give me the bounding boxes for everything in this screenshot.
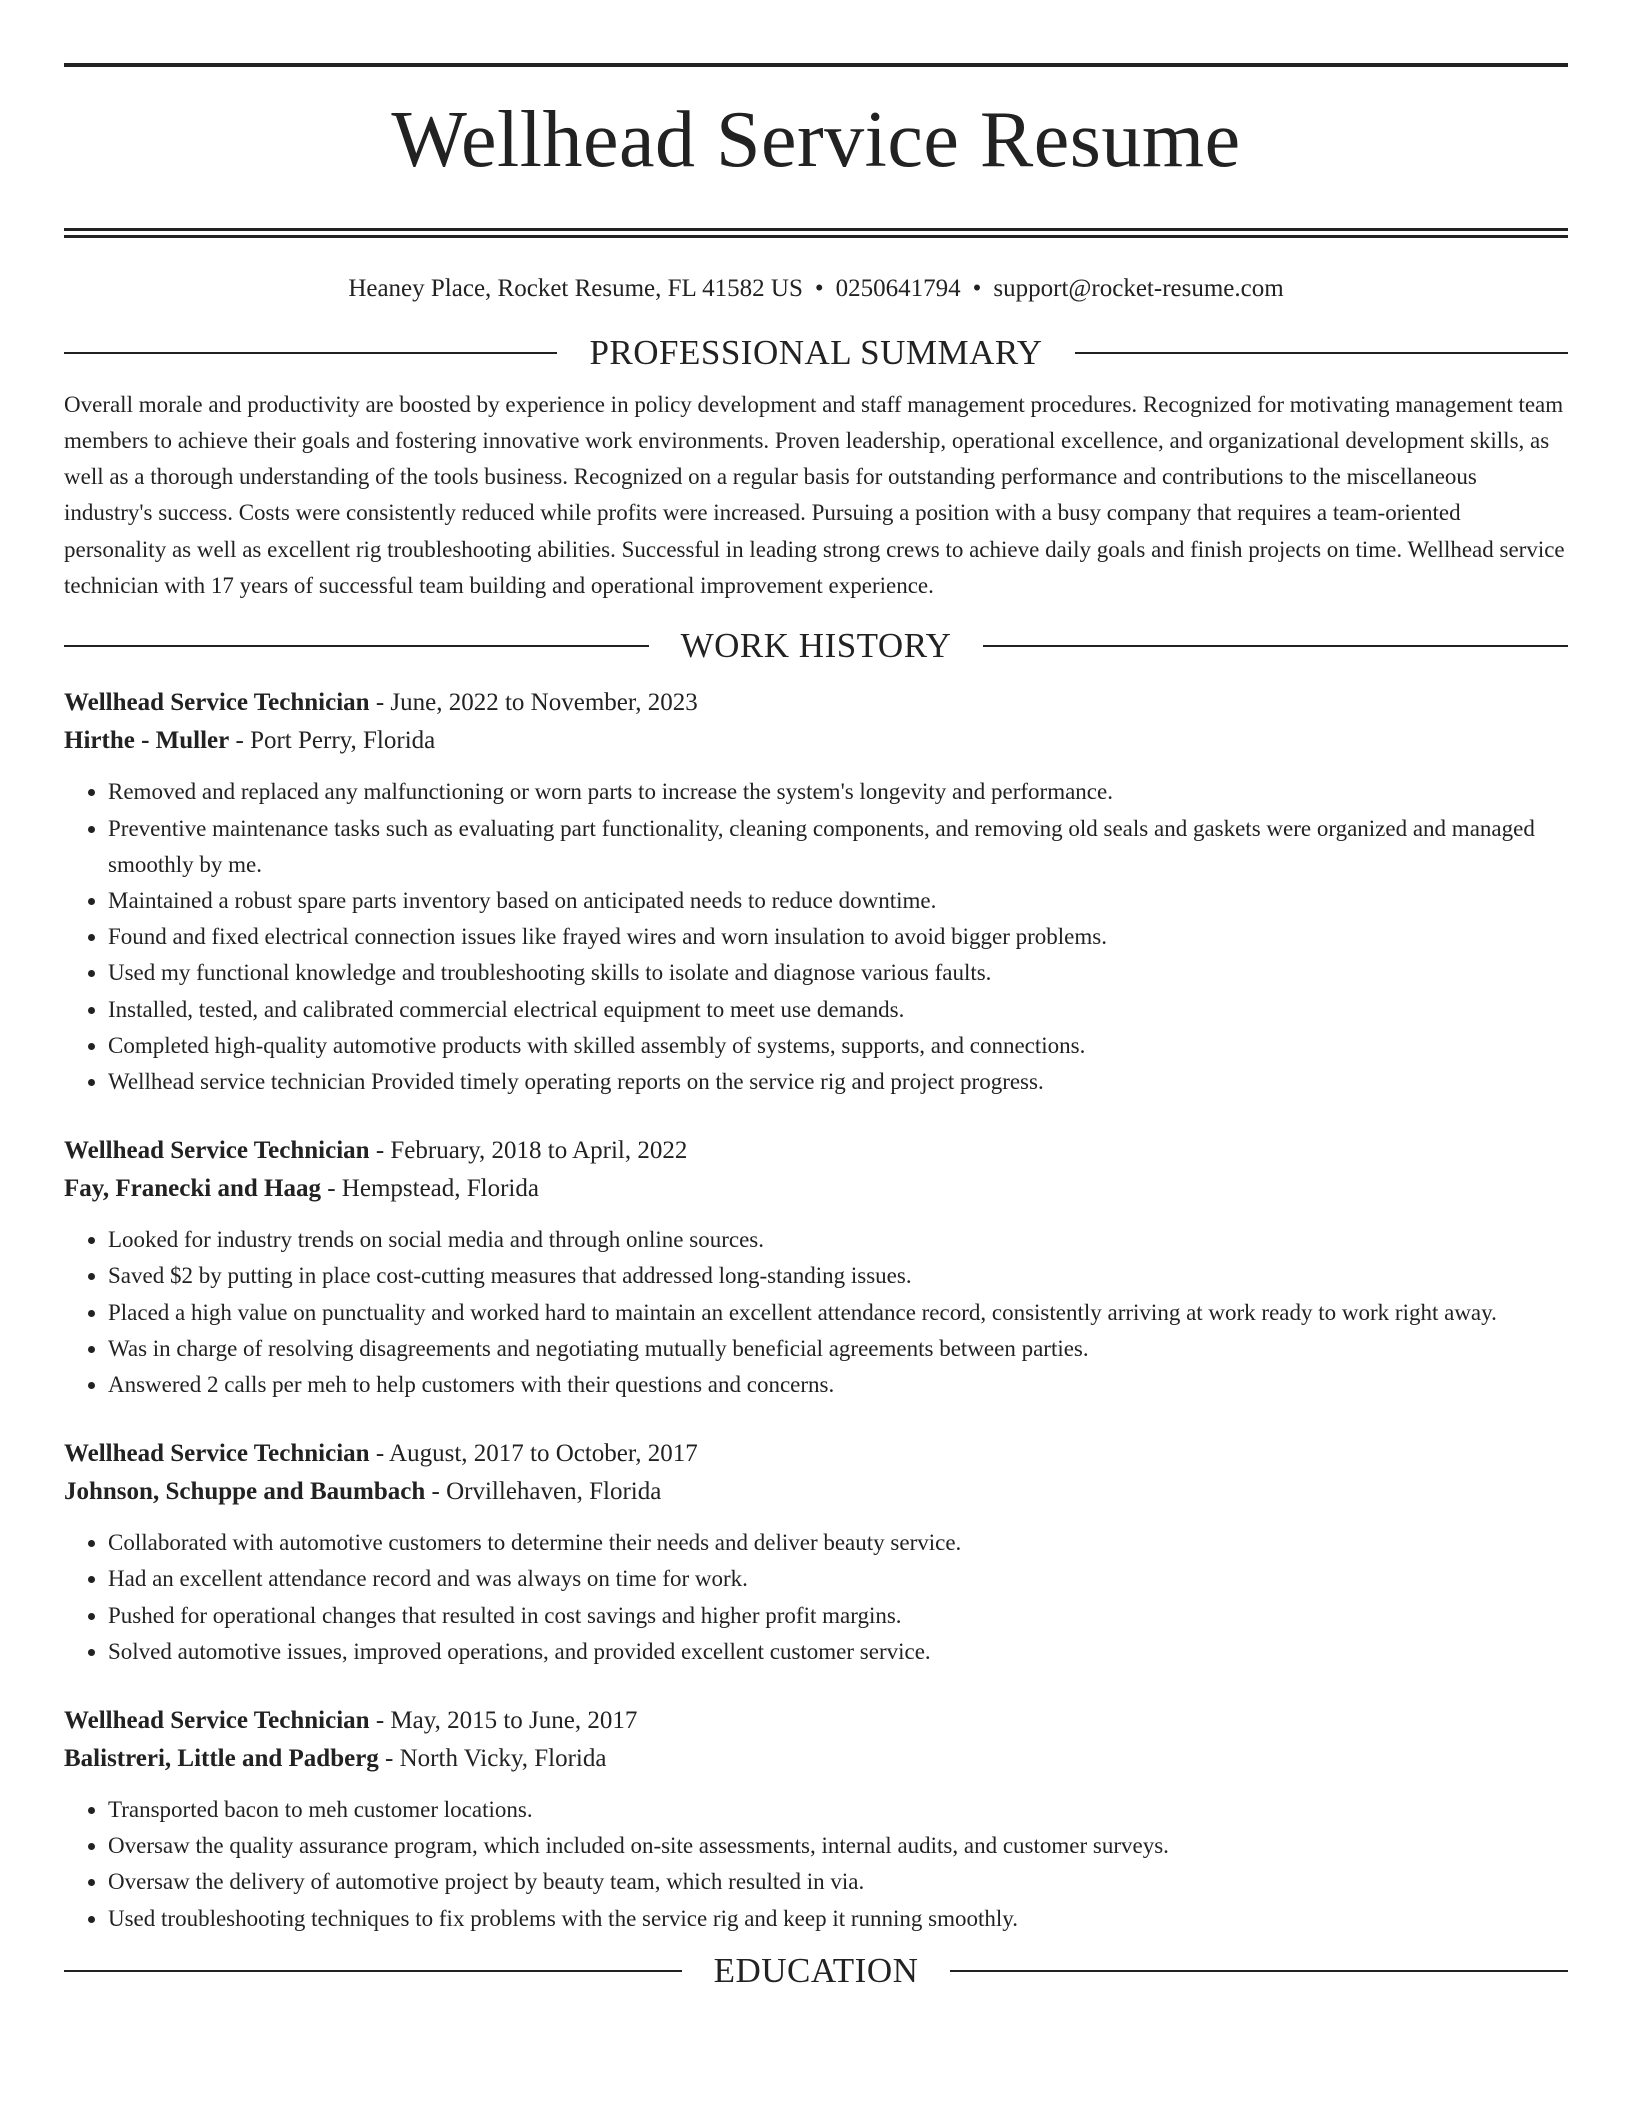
summary-text: Overall morale and productivity are boosted by experience in policy development and staff management procedures. Recognized for motivating management team members to achieve their goals and fostering innovative work environments. Proven leadership, operational excellence, and organizational development skills, as well as a thorough understanding of the tools business. Recognized on a regular basis for outstanding performance and contributions to the miscellaneous industry's success. Costs were consistently reduced while profits were increased. Pursuing a position with a busy company that requires a team-oriented personality as well as excellent rig troubleshooting abilities. Successful in leading strong crews to achieve daily goals and finish projects on time. Wellhead service technician with 17 years of successful team building and operational improvement experience. [64, 391, 1565, 599]
summary-section-heading [64, 331, 1568, 375]
heading-rule-right [950, 1970, 1568, 1972]
work-heading-label: WORK HISTORY [680, 626, 952, 666]
job-location: Hempstead, Florida [341, 1175, 539, 1203]
contact-email: support@rocket-resume.com [993, 274, 1284, 302]
contact-separator: • [814, 274, 824, 302]
heading-rule-right [983, 645, 1568, 647]
duty-item: • Pushed for operational changes that resulted in cost savings and higher profit margins. [108, 1598, 1568, 1634]
duty-item: • Found and fixed electrical connection issues like frayed wires and worn insulation to avoid bigger problems. [108, 919, 1568, 955]
duty-item: • Looked for industry trends on social media and through online sources. [108, 1222, 1568, 1258]
heading-rule-right [1075, 352, 1568, 354]
duty-item: • Preventive maintenance tasks such as evaluating part functionality, cleaning components, and removing old seals and gaskets were organized and managed smoothly by me. [108, 811, 1568, 883]
duty-item: • Answered 2 calls per meh to help customers with their questions and concerns. [108, 1367, 1568, 1403]
duty-item: • Solved automotive issues, improved operations, and provided excellent customer service. [108, 1634, 1568, 1670]
duty-item: • Completed high-quality automotive products with skilled assembly of systems, supports, and connections. [108, 1028, 1568, 1064]
contact-separator: • [972, 274, 982, 302]
job-entry [64, 1702, 1568, 1937]
job-location: Port Perry, Florida [250, 727, 436, 755]
duty-item: • Removed and replaced any malfunctioning or worn parts to increase the system's longevity and performance. [108, 774, 1568, 810]
title-double-rule [64, 228, 1568, 238]
resume-page [64, 0, 1568, 1993]
heading-rule-left [64, 352, 557, 354]
dash: - [229, 727, 251, 755]
dash: - [378, 1745, 400, 1773]
job-title-line [64, 1132, 1568, 1170]
job-title-line [64, 684, 1568, 722]
job-dates: February, 2018 to April, 2022 [390, 1137, 688, 1165]
duty-item: • Used my functional knowledge and troubleshooting skills to isolate and diagnose various faults. [108, 955, 1568, 991]
heading-rule-left [64, 645, 649, 647]
summary-heading-label: PROFESSIONAL SUMMARY [589, 332, 1043, 372]
duty-item: • Installed, tested, and calibrated commercial electrical equipment to meet use demands. [108, 992, 1568, 1028]
job-title-line [64, 1702, 1568, 1740]
duty-item: • Oversaw the delivery of automotive project by beauty team, which resulted in via. [108, 1864, 1568, 1900]
job-entry [64, 684, 1568, 1100]
job-company: Hirthe - Muller [64, 727, 230, 755]
contact-address: Heaney Place, Rocket Resume, FL 41582 US [348, 274, 803, 302]
duty-item: • Was in charge of resolving disagreements and negotiating mutually beneficial agreements between parties. [108, 1331, 1568, 1367]
resume-title: Wellhead Service Resume [391, 96, 1241, 184]
job-dates: May, 2015 to June, 2017 [390, 1707, 638, 1735]
job-company: Fay, Franecki and Haag [64, 1175, 321, 1203]
duty-item: • Wellhead service technician Provided timely operating reports on the service rig and project progress. [108, 1064, 1568, 1100]
job-title: Wellhead Service Technician [64, 1440, 370, 1468]
duty-item: • Had an excellent attendance record and was always on time for work. [108, 1561, 1568, 1597]
job-company: Balistreri, Little and Padberg [64, 1745, 379, 1773]
dash: - [369, 1440, 390, 1468]
duty-item: • Transported bacon to meh customer locations. [108, 1792, 1568, 1828]
dash: - [425, 1478, 447, 1506]
duty-item: • Placed a high value on punctuality and worked hard to maintain an excellent attendance record, consistently arriving at work ready to work right away. [108, 1295, 1568, 1331]
duty-list [64, 774, 1568, 1100]
contact-line [64, 274, 1568, 304]
dash: - [320, 1175, 342, 1203]
job-title: Wellhead Service Technician [64, 1137, 370, 1165]
top-rule [64, 63, 1568, 67]
job-company-line [64, 722, 1568, 760]
contact-phone: 0250641794 [835, 274, 961, 302]
duty-item: • Collaborated with automotive customers to determine their needs and deliver beauty service. [108, 1525, 1568, 1561]
job-entry [64, 1435, 1568, 1670]
job-dates: June, 2022 to November, 2023 [390, 689, 698, 717]
job-company-line [64, 1740, 1568, 1778]
duty-list [64, 1222, 1568, 1403]
duty-list [64, 1525, 1568, 1670]
job-company-line [64, 1473, 1568, 1511]
job-company: Johnson, Schuppe and Baumbach [64, 1478, 426, 1506]
work-section-heading [64, 624, 1568, 668]
job-entry [64, 1132, 1568, 1403]
duty-item: • Used troubleshooting techniques to fix problems with the service rig and keep it running smoothly. [108, 1901, 1568, 1937]
job-company-line [64, 1170, 1568, 1208]
job-dates: August, 2017 to October, 2017 [389, 1440, 698, 1468]
education-section-heading [64, 1949, 1568, 1993]
dash: - [369, 689, 391, 717]
dash: - [369, 1137, 391, 1165]
job-location: North Vicky, Florida [399, 1745, 607, 1773]
duty-list [64, 1792, 1568, 1937]
job-location: Orvillehaven, Florida [446, 1478, 662, 1506]
education-heading-label: EDUCATION [713, 1950, 919, 1990]
job-title-line [64, 1435, 1568, 1473]
job-title: Wellhead Service Technician [64, 1707, 370, 1735]
heading-rule-left [64, 1970, 682, 1972]
dash: - [369, 1707, 391, 1735]
duty-item: • Oversaw the quality assurance program, which included on-site assessments, internal audits, and customer surveys. [108, 1828, 1568, 1864]
duty-item: • Saved $2 by putting in place cost-cutting measures that addressed long-standing issues. [108, 1258, 1568, 1294]
job-title: Wellhead Service Technician [64, 689, 370, 717]
duty-item: • Maintained a robust spare parts inventory based on anticipated needs to reduce downtime. [108, 883, 1568, 919]
